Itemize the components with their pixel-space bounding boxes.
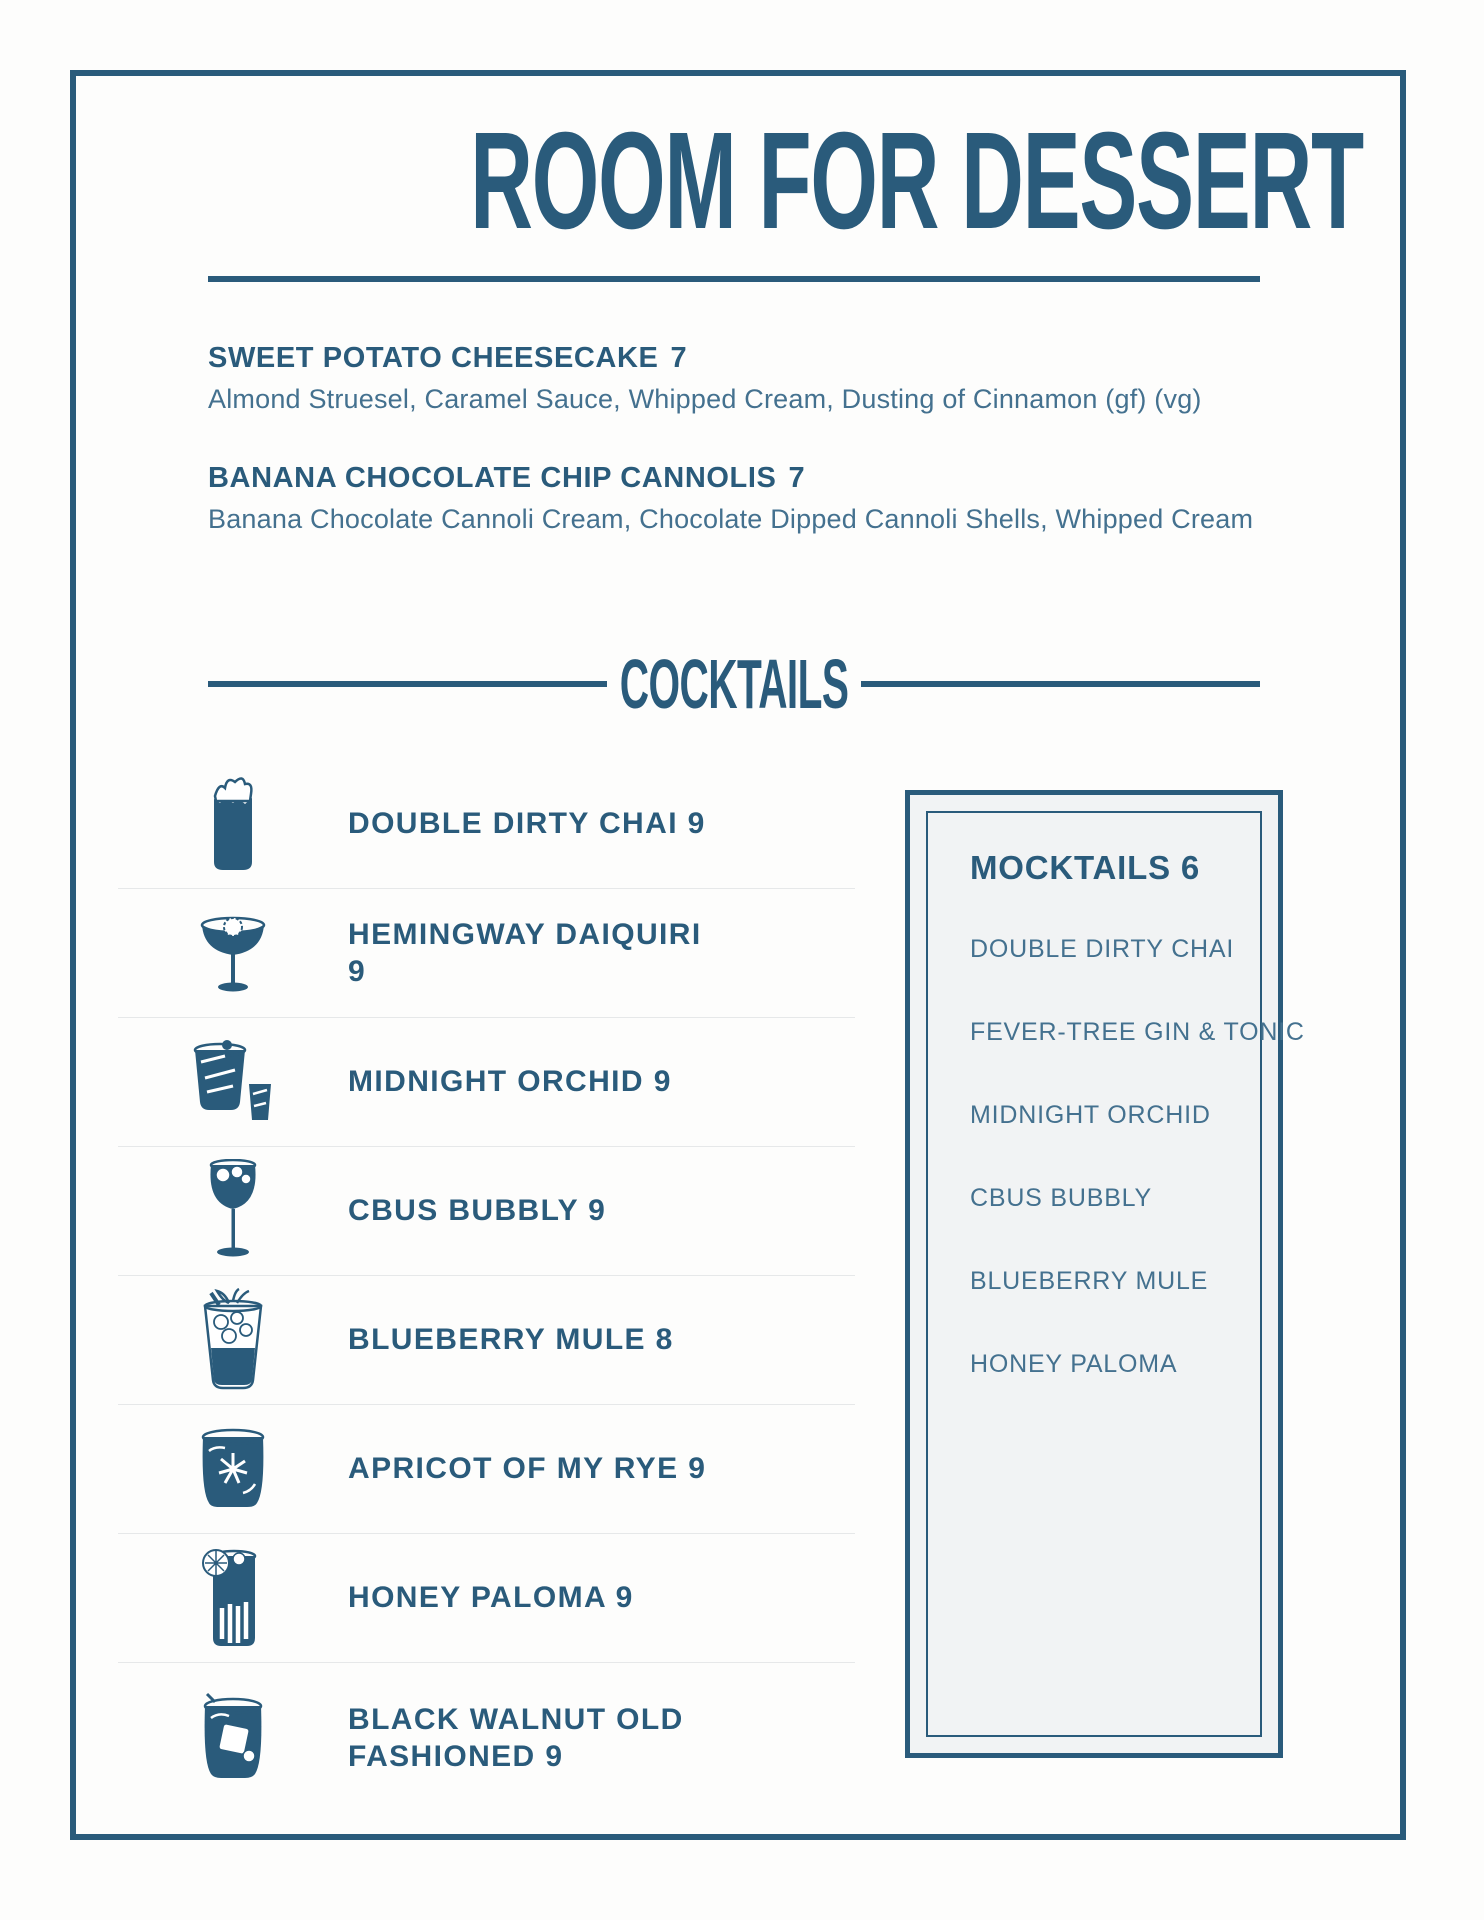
cocktail-label: BLUEBERRY MULE 8 — [348, 1323, 674, 1357]
dessert-item — [208, 342, 1278, 415]
cocktail-label: MIDNIGHT ORCHID 9 — [348, 1065, 672, 1099]
cocktail-icon-cell — [118, 774, 348, 874]
cocktail-row — [118, 760, 855, 889]
mule-cup-icon — [189, 1288, 277, 1392]
cocktail-icon-cell — [118, 1546, 348, 1650]
dessert-name: BANANA CHOCOLATE CHIP CANNOLIS — [208, 462, 777, 494]
mocktails-heading: MOCKTAILS 6 — [970, 849, 1201, 886]
mocktails-inner-frame — [926, 811, 1305, 1737]
cocktail-list — [118, 760, 855, 1813]
cocktail-row — [118, 889, 855, 1018]
page-title-text: ROOM FOR DESSERT — [470, 104, 1363, 258]
cocktail-row — [118, 1147, 855, 1276]
mocktail-item: FEVER-TREE GIN & TONIC — [970, 1018, 1305, 1046]
title-underline — [208, 276, 1260, 282]
dessert-name: SWEET POTATO CHEESECAKE — [208, 342, 659, 374]
cocktail-label: HONEY PALOMA 9 — [348, 1581, 634, 1615]
collins-glass-citrus-icon — [195, 1546, 271, 1650]
mocktail-item: MIDNIGHT ORCHID — [970, 1101, 1211, 1129]
cocktail-icon-cell — [118, 1425, 348, 1513]
cocktails-heading-right-rule — [861, 681, 1260, 687]
cocktail-row — [118, 1534, 855, 1663]
mocktail-item: DOUBLE DIRTY CHAI — [970, 935, 1235, 963]
wine-glass-icon — [191, 1159, 275, 1263]
dessert-price: 7 — [788, 462, 805, 494]
dessert-name-line — [208, 342, 1278, 375]
mocktails-box — [905, 790, 1305, 1758]
cocktail-row — [118, 1276, 855, 1405]
cocktail-label: CBUS BUBBLY 9 — [348, 1194, 607, 1228]
dessert-price: 7 — [670, 342, 687, 374]
rocks-and-shot-glass-icon — [187, 1036, 279, 1128]
cocktails-heading: COCKTAILS — [619, 645, 849, 723]
page-title — [208, 104, 1363, 258]
cocktail-icon-cell — [118, 1288, 348, 1392]
cocktail-label: APRICOT OF MY RYE 9 — [348, 1452, 707, 1486]
dessert-name-line — [208, 462, 1278, 495]
cocktail-icon-cell — [118, 1692, 348, 1784]
dessert-item — [208, 462, 1278, 535]
old-fashioned-glass-icon — [195, 1692, 271, 1784]
cocktail-label: DOUBLE DIRTY CHAI 9 — [348, 807, 706, 841]
cocktail-label: HEMINGWAY DAIQUIRI 9 — [348, 917, 702, 988]
dessert-description: Banana Chocolate Cannoli Cream, Chocolate Dipped Cannoli Shells, Whipped Cream — [208, 504, 1254, 534]
cocktail-row — [118, 1018, 855, 1147]
cocktail-icon-cell — [118, 907, 348, 999]
rocks-glass-star-anise-icon — [195, 1425, 271, 1513]
cocktail-row — [118, 1405, 855, 1534]
cocktails-section-header — [208, 644, 1260, 724]
mocktail-item: CBUS BUBBLY — [970, 1184, 1153, 1212]
cocktail-label: BLACK WALNUT OLD FASHIONED 9 — [348, 1702, 684, 1773]
cocktail-icon-cell — [118, 1159, 348, 1263]
cocktails-heading-left-rule — [208, 681, 607, 687]
cocktail-icon-cell — [118, 1036, 348, 1128]
mocktail-item: BLUEBERRY MULE — [970, 1267, 1209, 1295]
mocktail-item: HONEY PALOMA — [970, 1350, 1178, 1378]
dessert-description: Almond Struesel, Caramel Sauce, Whipped Cream, Dusting of Cinnamon (gf) (vg) — [208, 384, 1202, 414]
chai-glass-icon — [201, 774, 265, 874]
coupe-glass-icon — [188, 907, 278, 999]
cocktail-row — [118, 1663, 855, 1813]
